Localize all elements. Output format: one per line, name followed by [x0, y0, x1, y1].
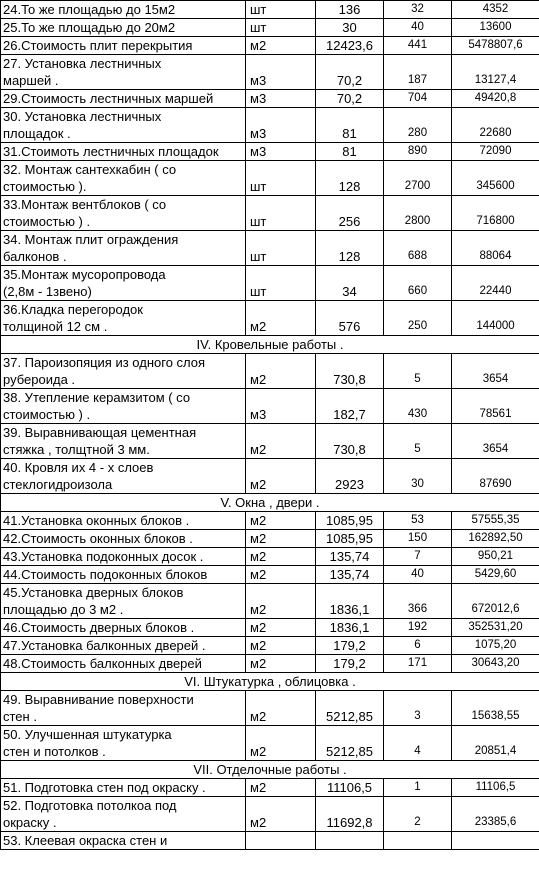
table-row [1, 726, 539, 761]
table-row [1, 108, 539, 143]
work-name-cell [1, 512, 246, 530]
price-cell: 441 [384, 37, 452, 55]
price-cell: 6 [384, 637, 452, 655]
quantity-cell: 730,8 [316, 424, 384, 459]
quantity-cell: 256 [316, 196, 384, 231]
table-row [1, 143, 539, 161]
total-cell: 3654 [452, 424, 539, 459]
work-name-line: 49. Выравнивание поверхности [3, 692, 194, 707]
work-name-line: маршей . [3, 73, 59, 88]
price-cell: 2 [384, 797, 452, 832]
quantity-cell: 128 [316, 161, 384, 196]
total-cell: 5478807,6 [452, 37, 539, 55]
section-title: V. Окна , двери . [1, 494, 539, 512]
work-name-cell [1, 530, 246, 548]
table-row [1, 90, 539, 108]
work-name-cell [1, 55, 246, 90]
work-name-line: площадью до 3 м2 . [3, 602, 124, 617]
unit-cell: м2 [246, 548, 316, 566]
unit-cell: шт [246, 161, 316, 196]
unit-cell: м2 [246, 424, 316, 459]
quantity-cell: 135,74 [316, 566, 384, 584]
section-title: VI. Штукатурка , облицовка . [1, 673, 539, 691]
table-row [1, 637, 539, 655]
total-cell: 352531,20 [452, 619, 539, 637]
price-cell: 2800 [384, 196, 452, 231]
quantity-cell: 2923 [316, 459, 384, 494]
quantity-cell [316, 832, 384, 850]
unit-cell: м2 [246, 512, 316, 530]
table-row [1, 619, 539, 637]
price-cell: 890 [384, 143, 452, 161]
work-name-cell [1, 389, 246, 424]
section-title: IV. Кровельные работы . [1, 336, 539, 354]
work-name-line: стен и потолков . [3, 744, 106, 759]
unit-cell: шт [246, 196, 316, 231]
quantity-cell: 1836,1 [316, 619, 384, 637]
work-name-line: балконов . [3, 249, 67, 264]
quantity-cell: 70,2 [316, 55, 384, 90]
work-name-line: стоимостью ). [3, 179, 87, 194]
work-name-line: 37. Пароизопяция из одного слоя [3, 355, 206, 370]
total-cell: 78561 [452, 389, 539, 424]
work-name-cell [1, 354, 246, 389]
table-row [1, 266, 539, 301]
quantity-cell: 12423,6 [316, 37, 384, 55]
unit-cell: м3 [246, 389, 316, 424]
total-cell: 13127,4 [452, 55, 539, 90]
table-row [1, 37, 539, 55]
work-name-line: 29.Стоимость лестничных маршей [3, 91, 214, 106]
work-name-line: 45.Установка дверных блоков [3, 585, 184, 600]
total-cell: 49420,8 [452, 90, 539, 108]
table-row [1, 55, 539, 90]
price-cell: 7 [384, 548, 452, 566]
total-cell: 22440 [452, 266, 539, 301]
unit-cell: м3 [246, 108, 316, 143]
unit-cell: м3 [246, 90, 316, 108]
price-cell: 40 [384, 566, 452, 584]
price-cell: 5 [384, 424, 452, 459]
total-cell: 1075,20 [452, 637, 539, 655]
total-cell: 15638,55 [452, 691, 539, 726]
table-row [1, 779, 539, 797]
price-cell: 2700 [384, 161, 452, 196]
work-name-cell [1, 143, 246, 161]
work-name-line: 47.Установка балконных дверей . [3, 638, 206, 653]
work-name-cell [1, 637, 246, 655]
quantity-cell: 1836,1 [316, 584, 384, 619]
work-name-line: 40. Кровля их 4 - х слоев [3, 460, 154, 475]
quantity-cell: 135,74 [316, 548, 384, 566]
price-cell: 171 [384, 655, 452, 673]
work-name-line: 27. Установка лестничных [3, 56, 162, 71]
price-cell: 3 [384, 691, 452, 726]
section-title: VII. Отделочные работы . [1, 761, 539, 779]
work-name-line: 24.То же площадью до 15м2 [3, 2, 176, 17]
price-cell: 40 [384, 19, 452, 37]
work-name-line: 51. Подготовка стен под окраску . [3, 780, 206, 795]
price-cell: 280 [384, 108, 452, 143]
price-cell: 150 [384, 530, 452, 548]
unit-cell: м2 [246, 566, 316, 584]
unit-cell: м2 [246, 655, 316, 673]
total-cell: 950,21 [452, 548, 539, 566]
unit-cell: м2 [246, 797, 316, 832]
quantity-cell: 136 [316, 1, 384, 19]
table-row [1, 1, 539, 19]
total-cell: 88064 [452, 231, 539, 266]
work-name-line: 38. Утепление керамзитом ( со [3, 390, 191, 405]
estimate-table-body [1, 1, 539, 850]
quantity-cell: 5212,85 [316, 726, 384, 761]
quantity-cell: 179,2 [316, 655, 384, 673]
work-name-cell [1, 566, 246, 584]
table-row [1, 196, 539, 231]
total-cell: 672012,6 [452, 584, 539, 619]
work-name-cell [1, 37, 246, 55]
work-name-line: 34. Монтаж плит ограждения [3, 232, 179, 247]
work-name-cell [1, 619, 246, 637]
quantity-cell: 70,2 [316, 90, 384, 108]
work-name-line: 31.Стоимоть лестничных площадок [3, 144, 219, 159]
work-name-cell [1, 779, 246, 797]
table-row [1, 548, 539, 566]
unit-cell: м3 [246, 143, 316, 161]
quantity-cell: 81 [316, 108, 384, 143]
table-row [1, 354, 539, 389]
table-row [1, 389, 539, 424]
quantity-cell: 30 [316, 19, 384, 37]
work-name-cell [1, 196, 246, 231]
unit-cell: шт [246, 266, 316, 301]
work-name-line: 26.Стоимость плит перекрытия [3, 38, 193, 53]
work-name-line: стяжка , толщтной 3 мм. [3, 442, 150, 457]
work-name-cell [1, 108, 246, 143]
work-name-cell [1, 797, 246, 832]
total-cell: 23385,6 [452, 797, 539, 832]
total-cell: 345600 [452, 161, 539, 196]
table-row [1, 832, 539, 850]
work-name-cell [1, 832, 246, 850]
work-name-line: 43.Установка подоконных досок . [3, 549, 204, 564]
quantity-cell: 81 [316, 143, 384, 161]
quantity-cell: 182,7 [316, 389, 384, 424]
work-name-line: 30. Установка лестничных [3, 109, 162, 124]
price-cell: 32 [384, 1, 452, 19]
unit-cell: шт [246, 1, 316, 19]
unit-cell: м2 [246, 459, 316, 494]
unit-cell: м2 [246, 301, 316, 336]
work-name-line: площадок . [3, 126, 71, 141]
price-cell: 30 [384, 459, 452, 494]
price-cell: 5 [384, 354, 452, 389]
table-row [1, 512, 539, 530]
work-name-line: 33.Монтаж вентблоков ( со [3, 197, 167, 212]
work-name-line: 44.Стоимость подоконных блоков [3, 567, 208, 582]
work-name-line: стеклогидроизола [3, 477, 113, 492]
work-name-line: 32. Монтаж сантехкабин ( со [3, 162, 177, 177]
total-cell: 11106,5 [452, 779, 539, 797]
work-name-line: 48.Стоимость балконных дверей [3, 656, 202, 671]
total-cell: 87690 [452, 459, 539, 494]
table-row [1, 301, 539, 336]
table-row [1, 655, 539, 673]
table-row [1, 161, 539, 196]
work-name-cell [1, 548, 246, 566]
quantity-cell: 11106,5 [316, 779, 384, 797]
total-cell: 162892,50 [452, 530, 539, 548]
work-name-line: 50. Улучшенная штукатурка [3, 727, 172, 742]
total-cell: 72090 [452, 143, 539, 161]
work-name-cell [1, 1, 246, 19]
table-row [1, 231, 539, 266]
price-cell: 250 [384, 301, 452, 336]
quantity-cell: 576 [316, 301, 384, 336]
unit-cell: м2 [246, 619, 316, 637]
work-name-line: 35.Монтаж мусоропровода [3, 267, 166, 282]
work-name-line: толщиной 12 см . [3, 319, 108, 334]
total-cell: 4352 [452, 1, 539, 19]
price-cell: 187 [384, 55, 452, 90]
unit-cell: м2 [246, 726, 316, 761]
price-cell: 192 [384, 619, 452, 637]
unit-cell: м2 [246, 37, 316, 55]
work-name-line: 25.То же площадью до 20м2 [3, 20, 176, 35]
section-header-row [1, 761, 539, 779]
work-name-line: 52. Подготовка потолкоа под [3, 798, 177, 813]
total-cell: 22680 [452, 108, 539, 143]
work-name-line: 39. Выравнивающая цементная [3, 425, 197, 440]
price-cell: 53 [384, 512, 452, 530]
price-cell: 430 [384, 389, 452, 424]
section-header-row [1, 336, 539, 354]
quantity-cell: 1085,95 [316, 512, 384, 530]
unit-cell: м2 [246, 637, 316, 655]
work-name-line: окраску . [3, 815, 57, 830]
total-cell: 144000 [452, 301, 539, 336]
table-row [1, 691, 539, 726]
price-cell: 704 [384, 90, 452, 108]
price-cell: 660 [384, 266, 452, 301]
work-name-cell [1, 231, 246, 266]
work-name-cell [1, 19, 246, 37]
unit-cell: шт [246, 19, 316, 37]
work-name-cell [1, 301, 246, 336]
work-name-line: 36.Кладка перегородок [3, 302, 143, 317]
work-name-line: 46.Стоимость дверных блоков . [3, 620, 195, 635]
total-cell: 716800 [452, 196, 539, 231]
work-name-line: 42.Стоимость оконных блоков . [3, 531, 193, 546]
quantity-cell: 1085,95 [316, 530, 384, 548]
work-name-line: (2,8м - 1звено) [3, 284, 92, 299]
quantity-cell: 34 [316, 266, 384, 301]
table-row [1, 530, 539, 548]
total-cell: 30643,20 [452, 655, 539, 673]
total-cell: 13600 [452, 19, 539, 37]
price-cell: 366 [384, 584, 452, 619]
unit-cell: шт [246, 231, 316, 266]
quantity-cell: 179,2 [316, 637, 384, 655]
table-row [1, 566, 539, 584]
unit-cell: м2 [246, 584, 316, 619]
work-name-line: стоимостью ) . [3, 407, 91, 422]
quantity-cell: 128 [316, 231, 384, 266]
work-name-cell [1, 655, 246, 673]
table-row [1, 424, 539, 459]
unit-cell: м2 [246, 691, 316, 726]
work-name-cell [1, 90, 246, 108]
unit-cell: м3 [246, 55, 316, 90]
table-row [1, 797, 539, 832]
price-cell: 688 [384, 231, 452, 266]
section-header-row [1, 673, 539, 691]
work-name-line: рубероида . [3, 372, 76, 387]
price-cell: 1 [384, 779, 452, 797]
table-row [1, 19, 539, 37]
price-cell [384, 832, 452, 850]
total-cell: 57555,35 [452, 512, 539, 530]
work-name-line: стоимостью ) . [3, 214, 91, 229]
work-name-cell [1, 691, 246, 726]
unit-cell: м2 [246, 354, 316, 389]
total-cell: 5429,60 [452, 566, 539, 584]
price-cell: 4 [384, 726, 452, 761]
total-cell: 20851,4 [452, 726, 539, 761]
work-name-cell [1, 161, 246, 196]
work-name-cell [1, 424, 246, 459]
quantity-cell: 11692,8 [316, 797, 384, 832]
work-name-cell [1, 459, 246, 494]
work-name-cell [1, 266, 246, 301]
quantity-cell: 730,8 [316, 354, 384, 389]
unit-cell: м2 [246, 779, 316, 797]
unit-cell [246, 832, 316, 850]
work-name-cell [1, 584, 246, 619]
table-row [1, 459, 539, 494]
work-name-cell [1, 726, 246, 761]
work-name-line: 41.Установка оконных блоков . [3, 513, 190, 528]
total-cell [452, 832, 539, 850]
quantity-cell: 5212,85 [316, 691, 384, 726]
work-name-line: стен . [3, 709, 37, 724]
total-cell: 3654 [452, 354, 539, 389]
work-name-line: 53. Клеевая окраска стен и [3, 833, 168, 848]
section-header-row [1, 494, 539, 512]
unit-cell: м2 [246, 530, 316, 548]
table-row [1, 584, 539, 619]
